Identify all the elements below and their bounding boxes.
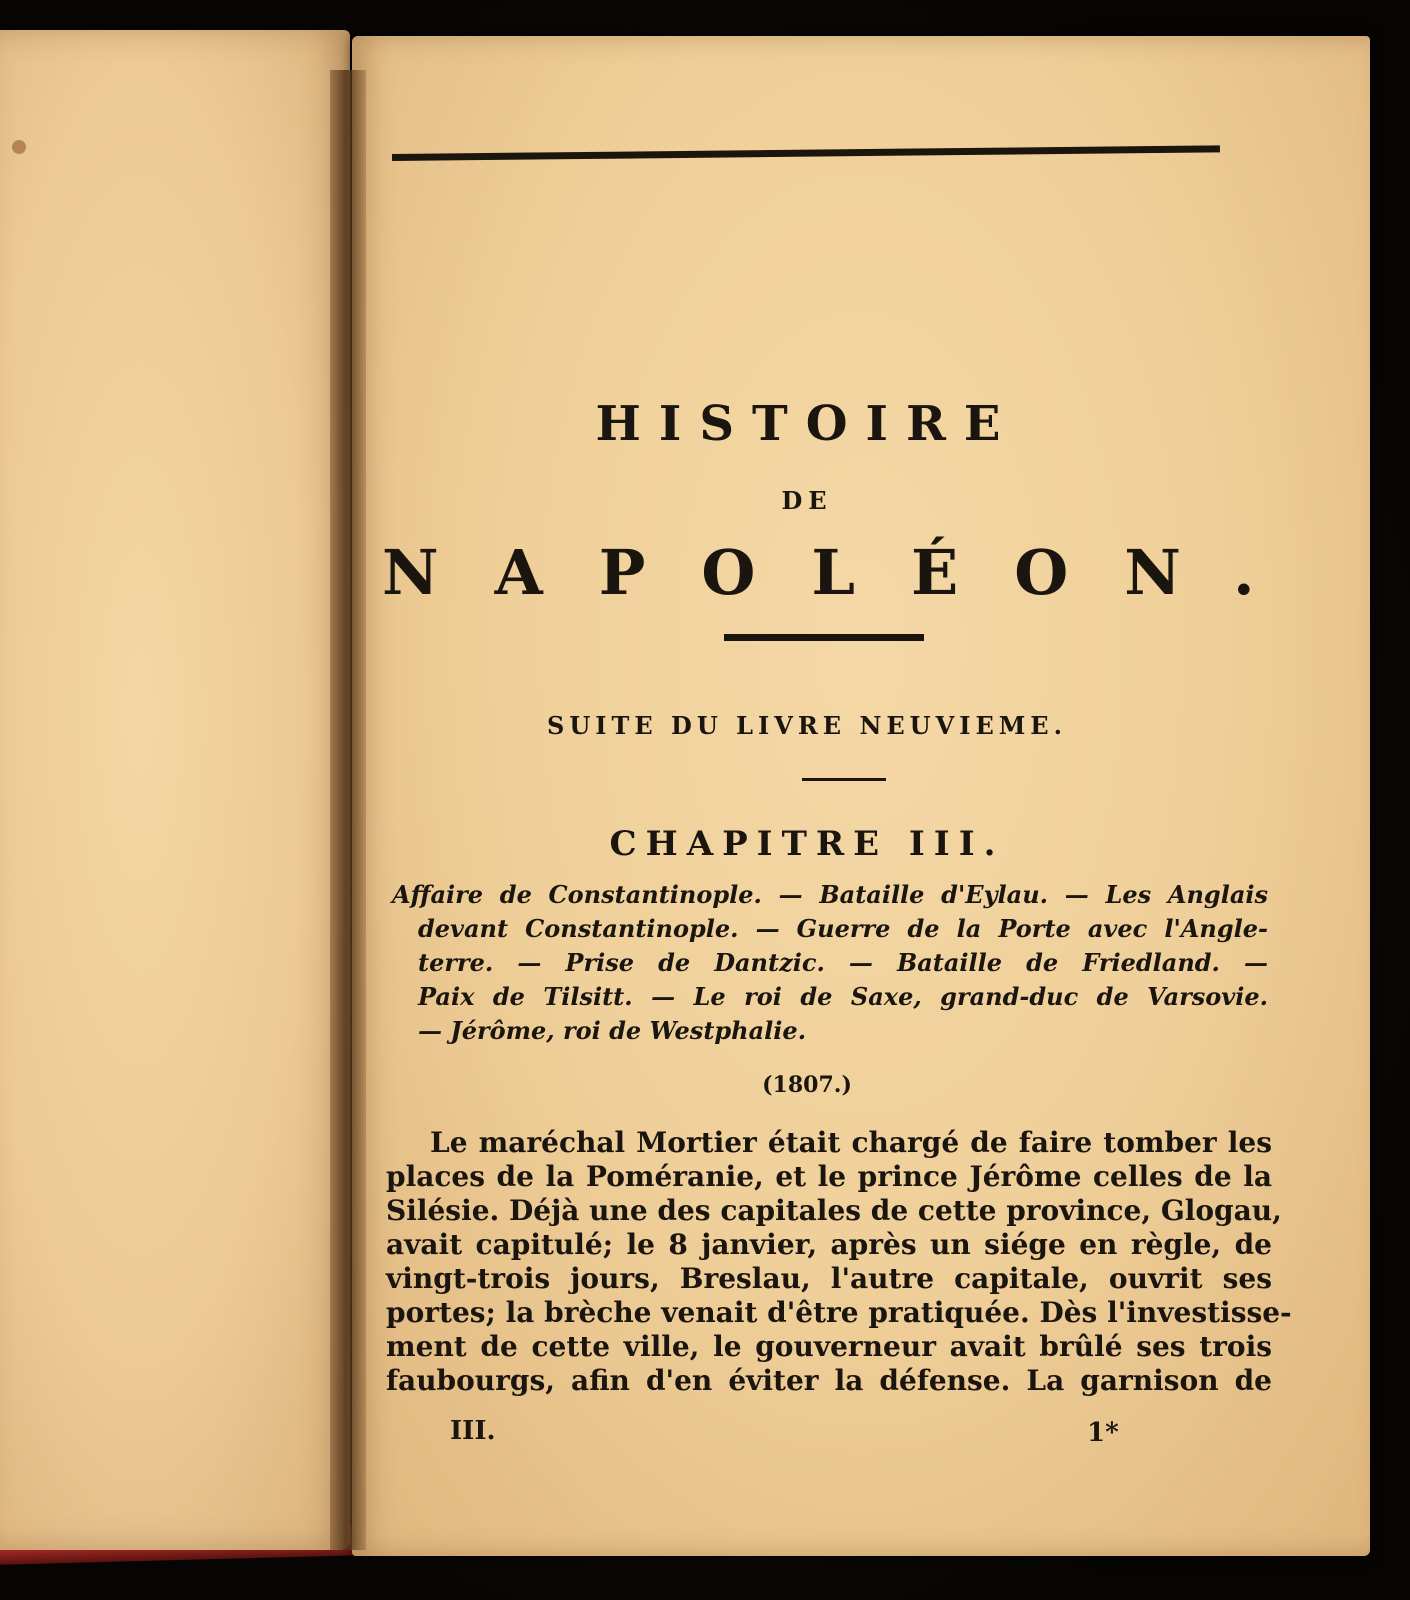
foxing-spot <box>12 140 26 154</box>
body-paragraph <box>386 1126 1292 1398</box>
body-line: Le maréchal Mortier était chargé de faire tomber les <box>430 1126 1272 1159</box>
right-page <box>352 36 1370 1556</box>
left-page <box>0 30 350 1550</box>
title-rule <box>724 634 924 641</box>
chapter-heading: CHAPITRE III. <box>609 824 1005 864</box>
summary-line: — Jérôme, roi de Westphalie. <box>418 1016 807 1045</box>
body-line: vingt-trois jours, Breslau, l'autre capitale, ouvrit ses <box>386 1262 1272 1295</box>
body-line: faubourgs, afin d'en éviter la défense. La garnison de <box>386 1364 1272 1397</box>
body-line: places de la Poméranie, et le prince Jérôme celles de la <box>386 1160 1272 1193</box>
title-de: DE <box>781 486 833 515</box>
body-line: portes; la brèche venait d'être pratiquée. Dès l'investisse- <box>386 1296 1292 1329</box>
body-line: avait capitulé; le 8 janvier, après un siége en règle, de <box>386 1228 1272 1261</box>
summary-line: Paix de Tilsitt. — Le roi de Saxe, grand-duc de Varsovie. <box>418 982 1268 1011</box>
subtitle: SUITE DU LIVRE NEUVIEME. <box>547 711 1067 740</box>
title-napoleon: NAPOLÉON. <box>382 536 1311 609</box>
title-histoire: HISTOIRE <box>595 396 1019 452</box>
body-line: Silésie. Déjà une des capitales de cette province, Glogau, <box>386 1194 1282 1227</box>
summary-line: Affaire de Constantinople. — Bataille d'Eylau. — Les Anglais <box>392 880 1268 909</box>
year-label: (1807.) <box>762 1072 852 1098</box>
subtitle-rule <box>802 778 886 781</box>
volume-number: III. <box>450 1416 496 1446</box>
chapter-summary <box>392 878 1268 1048</box>
summary-line: devant Constantinople. — Guerre de la Porte avec l'Angle- <box>418 914 1268 943</box>
summary-line: terre. — Prise de Dantzic. — Bataille de Friedland. — <box>418 948 1268 977</box>
book-gutter <box>330 70 366 1550</box>
top-rule <box>392 145 1220 161</box>
body-line: ment de cette ville, le gouverneur avait brûlé ses trois <box>386 1330 1272 1363</box>
signature-mark: 1* <box>1087 1418 1119 1448</box>
